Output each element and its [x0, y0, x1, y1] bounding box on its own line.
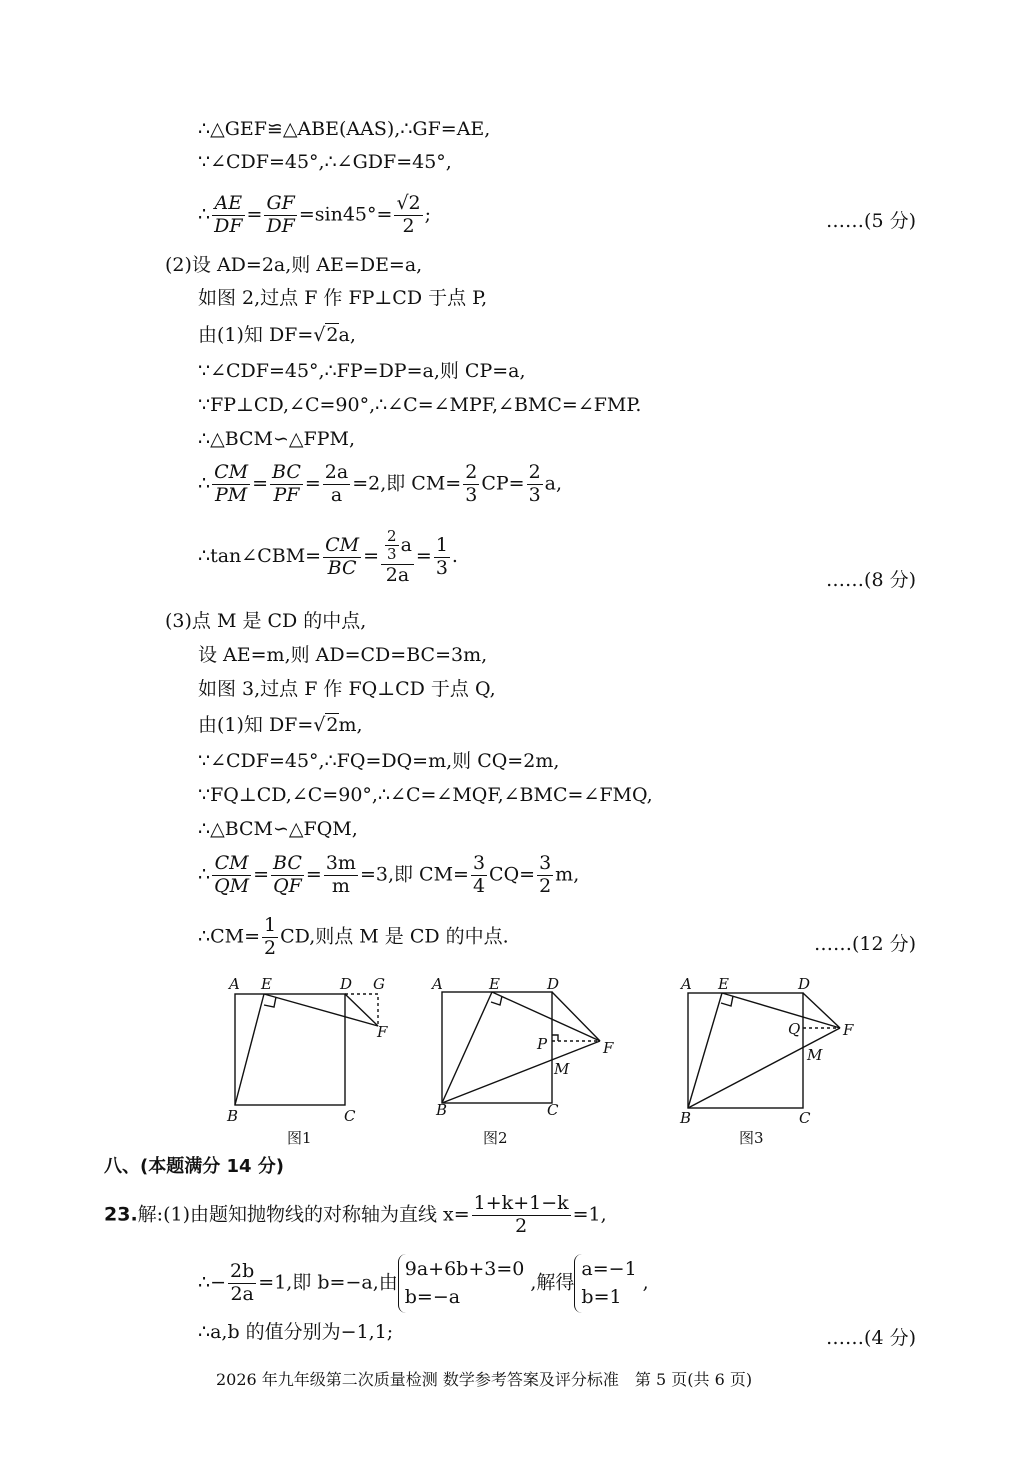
equation-system: 9a+6b+3=0 b=−a	[398, 1254, 531, 1313]
proof-line: ∴△BCM∽△FQM,	[198, 818, 358, 840]
equation-system: a=−1 b=1	[574, 1254, 642, 1313]
fig1-label-D: D	[340, 975, 353, 993]
fraction: $\frac{2a}{a}$	[324, 461, 349, 506]
fraction: $\frac{CM}{BC}$	[325, 533, 360, 579]
proof-line-fraction: ∴ $\frac{CM}{PM}$ = $\frac{BC}{PF}$ = $\frac{2a}{a}$ =2,即 CM= $\frac{2}{3}$ CP= $\frac{2}{3}$ a,	[198, 461, 563, 506]
proof-line: ∴△GEF≌△ABE(AAS),∴GF=AE,	[198, 118, 491, 140]
score-mark: ……(5 分)	[826, 210, 916, 232]
question-number: 23.	[104, 1203, 138, 1226]
fraction: $\frac{2}{3}$	[528, 461, 541, 506]
fig2-label-C: C	[547, 1101, 559, 1119]
figure-2	[442, 992, 600, 1103]
proof-line: 由(1)知 DF=√2m,	[198, 714, 363, 736]
proof-line: ∵∠CDF=45°,∴FQ=DQ=m,则 CQ=2m,	[198, 750, 560, 772]
fig3-label-B: B	[680, 1109, 692, 1127]
proof-line: ∵∠CDF=45°,∴FP=DP=a,则 CP=a,	[198, 360, 526, 382]
question-23-line: 23.解:(1)由题知抛物线的对称轴为直线 x= $\frac{1+k+1-k}{2}$ =1,	[104, 1192, 607, 1237]
fraction: $\frac{√2}{2}$	[396, 192, 421, 237]
complex-fraction: $\frac{2}{3}$ a 2a	[381, 528, 414, 586]
fig3-label-E: E	[718, 975, 729, 993]
fig1-label-E: E	[261, 975, 272, 993]
fig2-label-F: F	[603, 1039, 614, 1057]
fig3-label-Q: Q	[788, 1020, 801, 1038]
fig1-label-C: C	[344, 1107, 356, 1125]
fig1-label-G: G	[373, 975, 385, 993]
fraction: $\frac{2b}{2a}$	[230, 1260, 255, 1306]
fraction: $\frac{CM}{PM}$	[214, 461, 249, 506]
fig3-label-F: F	[843, 1021, 854, 1039]
proof-line: ∵∠CDF=45°,∴∠GDF=45°,	[198, 151, 452, 173]
proof-line: 由(1)知 DF=√2a,	[198, 324, 356, 346]
fraction: $\frac{3m}{m}$	[325, 852, 356, 897]
proof-line: ∴△BCM∽△FPM,	[198, 428, 356, 450]
proof-line-fraction: ∴ $\frac{AE}{DF}$ = $\frac{GF}{DF}$ =sin45°= $\frac{√2}{2}$ ;	[198, 192, 432, 237]
geometry-figures	[0, 965, 1020, 1155]
fraction: $\frac{1}{2}$	[264, 914, 277, 959]
fig1-label-A: A	[229, 975, 240, 993]
fig3-caption: 图3	[739, 1129, 764, 1147]
fig2-label-D: D	[547, 975, 560, 993]
page-footer: 2026 年九年级第二次质量检测 数学参考答案及评分标准 第 5 页(共 6 页)	[216, 1370, 753, 1389]
fraction: $\frac{3}{4}$	[472, 852, 486, 897]
fraction: $\frac{GF}{DF}$	[266, 192, 295, 237]
fig3-label-A: A	[681, 975, 692, 993]
fig3-label-C: C	[799, 1109, 811, 1127]
fig2-label-E: E	[489, 975, 500, 993]
proof-line: (2)设 AD=2a,则 AE=DE=a,	[165, 254, 423, 276]
proof-line: ∵FQ⊥CD,∠C=90°,∴∠C=∠MQF,∠BMC=∠FMQ,	[198, 784, 653, 806]
question-23-line: ∴− $\frac{2b}{2a}$ =1,即 b=−a,由 9a+6b+3=0 b=−a ,解得 a=−1 b=1 ,	[198, 1254, 649, 1313]
fraction: $\frac{3}{2}$	[539, 852, 552, 897]
fraction: $\frac{1+k+1-k}{2}$	[473, 1192, 569, 1237]
proof-line: 如图 3,过点 F 作 FQ⊥CD 于点 Q,	[198, 678, 496, 700]
fig1-label-F: F	[377, 1023, 388, 1041]
score-mark: ……(4 分)	[826, 1327, 916, 1349]
proof-line-fraction: ∴tan∠CBM= $\frac{CM}{BC}$ = $\frac{2}{3}$ a 2a = $\frac{1}{3}$ .	[198, 527, 458, 586]
fig2-label-A: A	[432, 975, 443, 993]
proof-line: (3)点 M 是 CD 的中点,	[165, 610, 367, 632]
fig2-label-P: P	[537, 1035, 548, 1053]
fraction: $\frac{BC}{PF}$	[272, 461, 301, 506]
proof-line-fraction: ∴CM= $\frac{1}{2}$ CD,则点 M 是 CD 的中点.	[198, 914, 509, 959]
proof-line-fraction: ∴ $\frac{CM}{QM}$ = $\frac{BC}{QF}$ = $\frac{3m}{m}$ =3,即 CM= $\frac{3}{4}$ CQ= $\frac{3}{2}$ m,	[198, 852, 580, 897]
fig2-label-B: B	[436, 1101, 448, 1119]
figure-1	[235, 994, 378, 1105]
fig2-caption: 图2	[483, 1129, 508, 1147]
fraction: $\frac{BC}{QF}$	[273, 852, 302, 897]
fraction: $\frac{2}{3}$	[465, 461, 478, 506]
fraction: $\frac{CM}{QM}$	[214, 852, 250, 897]
proof-line: 如图 2,过点 F 作 FP⊥CD 于点 P,	[198, 287, 488, 309]
score-mark: ……(12 分)	[813, 933, 916, 955]
fig1-caption: 图1	[287, 1129, 312, 1147]
fraction: $\frac{1}{3}$	[435, 533, 448, 579]
proof-line: ∵FP⊥CD,∠C=90°,∴∠C=∠MPF,∠BMC=∠FMP.	[198, 394, 642, 416]
section-heading: 八、(本题满分 14 分)	[104, 1156, 285, 1177]
fig3-label-M: M	[807, 1046, 823, 1064]
proof-line: 设 AE=m,则 AD=CD=BC=3m,	[198, 644, 488, 666]
fig2-label-M: M	[554, 1060, 570, 1078]
fraction: $\frac{AE}{DF}$	[214, 192, 243, 237]
fig3-label-D: D	[798, 975, 811, 993]
question-23-line: ∴a,b 的值分别为−1,1;	[198, 1321, 394, 1343]
fig1-label-B: B	[227, 1107, 239, 1125]
score-mark: ……(8 分)	[826, 569, 916, 591]
